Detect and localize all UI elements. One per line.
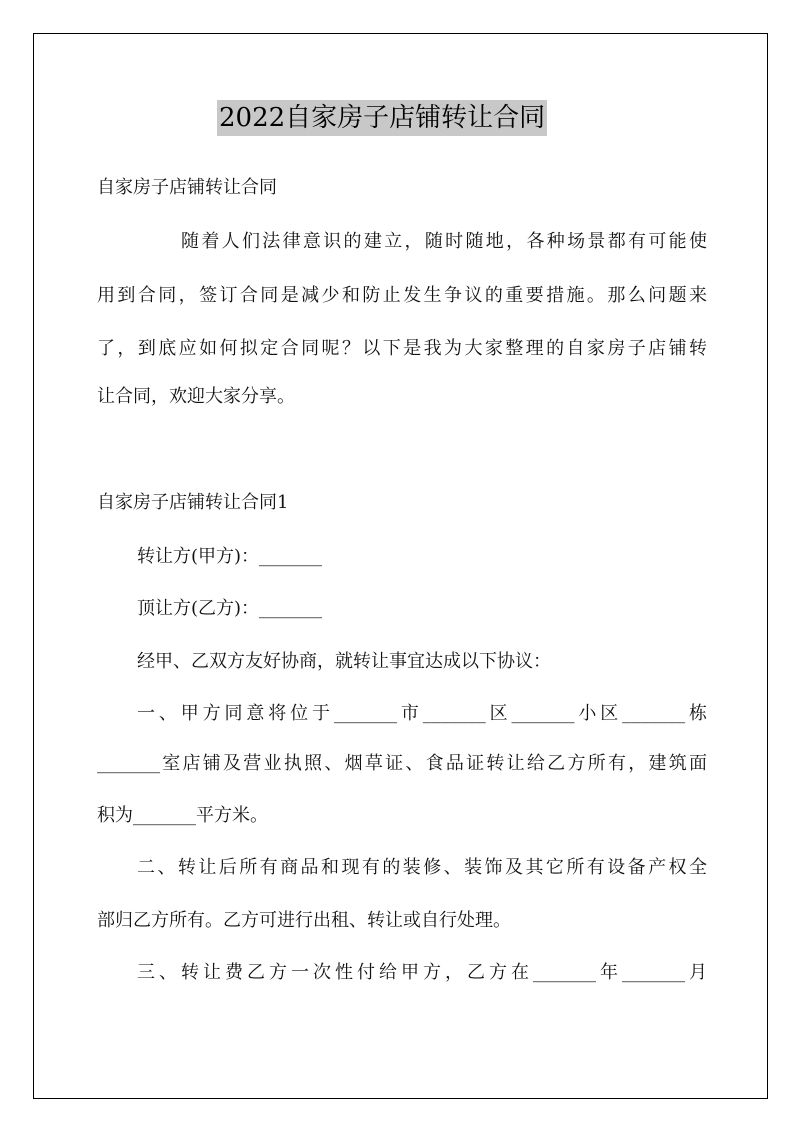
text-line: _______室店铺及营业执照、烟草证、食品证转让给乙方所有，建筑面 bbox=[97, 753, 707, 774]
text-line: 三、转让费乙方一次性付给甲方，乙方在_______年_______月 bbox=[137, 962, 707, 983]
section-heading: 自家房子店铺转让合同1 bbox=[97, 492, 289, 513]
text-line: 了，到底应如何拟定合同呢？以下是我为大家整理的自家房子店铺转 bbox=[97, 338, 707, 359]
text-line: 经甲、乙双方友好协商，就转让事宜达成以下协议： bbox=[137, 651, 551, 672]
text-line: 二、转让后所有商品和现有的装修、装饰及其它所有设备产权全 bbox=[137, 857, 707, 878]
text-line: 随着人们法律意识的建立，随时随地，各种场景都有可能使 bbox=[181, 231, 707, 252]
text-line: 用到合同，签订合同是减少和防止发生争议的重要措施。那么问题来 bbox=[97, 285, 707, 306]
text-line: 部归乙方所有。乙方可进行出租、转让或自行处理。 bbox=[97, 910, 511, 931]
text-line: 转让方(甲方)：_______ bbox=[137, 546, 323, 567]
text-line: 积为_______平方米。 bbox=[97, 805, 268, 826]
text-line: 自家房子店铺转让合同 bbox=[97, 177, 277, 198]
text-line: 让合同，欢迎大家分享。 bbox=[97, 386, 295, 407]
document-title: 2022自家房子店铺转让合同 bbox=[217, 100, 547, 136]
text-line: 一、甲方同意将位于_______市_______区_______小区_______栋 bbox=[137, 703, 707, 724]
text-line: 顶让方(乙方)：_______ bbox=[137, 598, 323, 619]
